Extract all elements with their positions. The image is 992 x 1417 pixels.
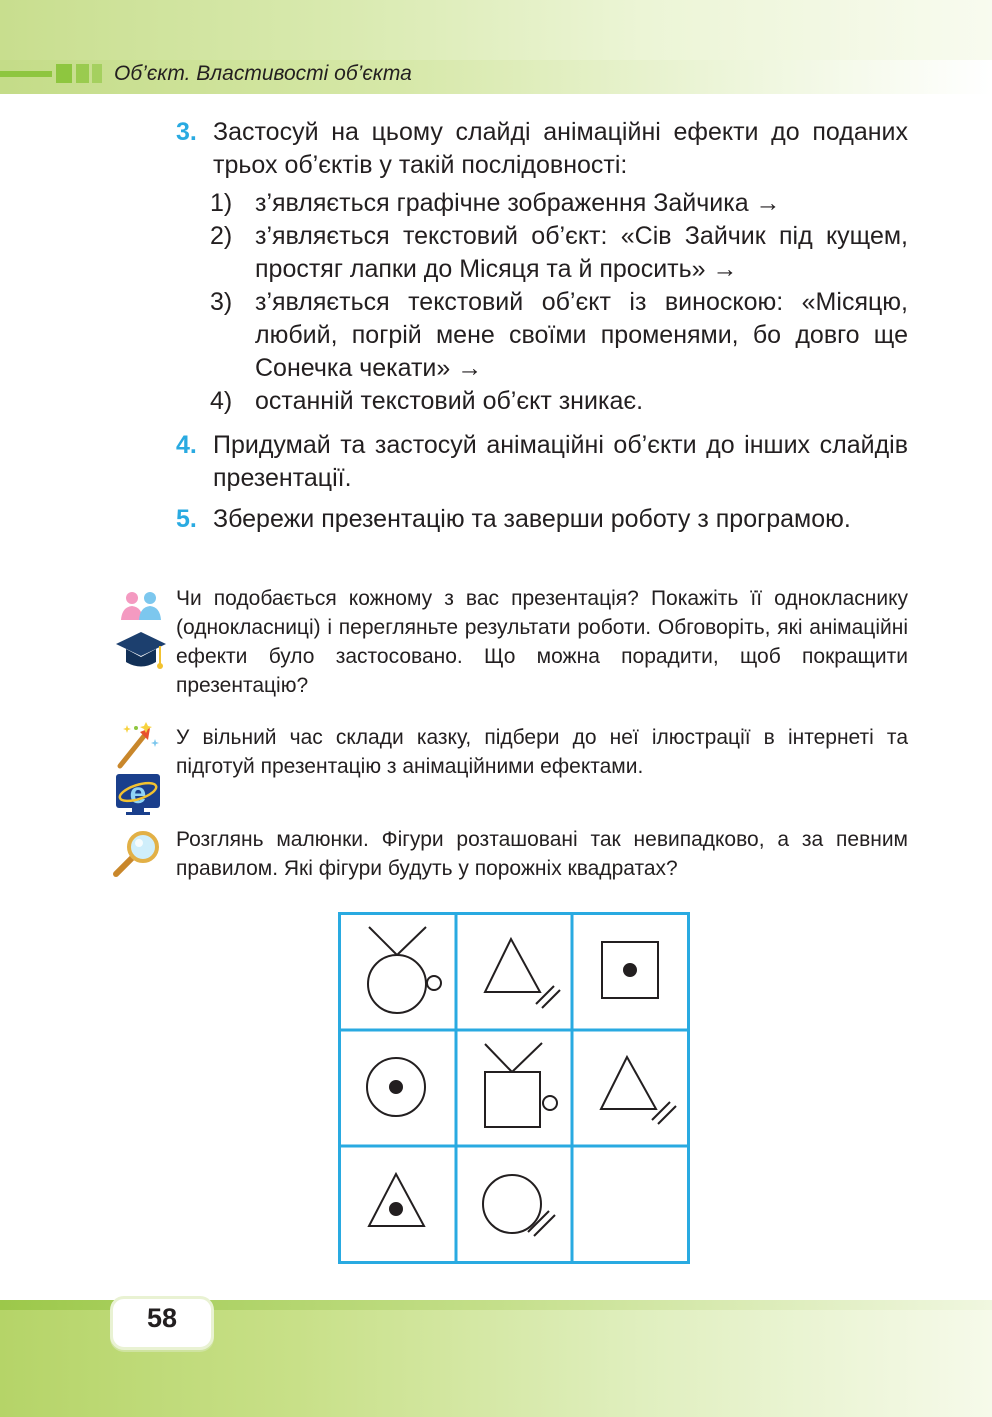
- top-decor-band: [0, 0, 992, 60]
- step-item: [210, 385, 908, 418]
- task-number: 4.: [176, 431, 197, 459]
- magnifier-icon: [110, 828, 162, 880]
- step-item: [210, 187, 908, 220]
- step-item: [210, 286, 908, 385]
- step-number: 3): [210, 288, 233, 316]
- figure-square-with-dot: [602, 942, 658, 998]
- task-number: 3.: [176, 118, 197, 146]
- figure-triangle-with-dot: [369, 1174, 424, 1226]
- step-number: 4): [210, 387, 233, 415]
- figure-puzzle-grid: [338, 912, 690, 1264]
- figure-circle-with-dot: [367, 1058, 425, 1116]
- task-4: [176, 429, 908, 495]
- figure-circle-with-double-stroke: [483, 1175, 555, 1236]
- internet-explorer-icon: [114, 772, 162, 816]
- step-text: останній текстовий об’єкт зникає.: [255, 387, 644, 415]
- step-number: 2): [210, 222, 233, 250]
- graduation-cap-icon: [114, 630, 168, 672]
- figure-square-with-hat-and-knob: [485, 1043, 557, 1127]
- figure-circle-with-hat-and-knob: [368, 927, 441, 1013]
- step-text: з’являється текстовий об’єкт із виноскою: «Місяцю, любий, погрій мене своїми променями, бо довго ще Сонечка чекати» →: [255, 288, 908, 382]
- svg-text:e: e: [129, 777, 147, 810]
- homework-note: У вільний час склади казку, підбери до неї ілюстрації в інтернеті та підготуй презентацію з анімаційними ефектами.: [176, 726, 908, 778]
- task-text: Збережи презентацію та заверши роботу з програмою.: [213, 505, 851, 533]
- step-item: [210, 220, 908, 286]
- task-5: [176, 503, 908, 536]
- figure-triangle-with-double-stroke: [485, 939, 560, 1008]
- figure-triangle-with-double-stroke: [601, 1057, 676, 1124]
- step-text: з’являється графічне зображення Зайчика →: [255, 189, 781, 217]
- task-number: 5.: [176, 505, 197, 533]
- task-3: [176, 116, 908, 182]
- header-decor-square: [92, 64, 102, 83]
- task-text: Застосуй на цьому слайді анімаційні ефекти до поданих трьох об’єктів у такій послідовності:: [213, 118, 908, 179]
- puzzle-note: Розглянь малюнки. Фігури розташовані так невипадково, а за певним правилом. Які фігури будуть у порожніх квадратах?: [176, 828, 908, 880]
- magic-brush-icon: [114, 722, 160, 770]
- discussion-note: Чи подобається кожному з вас презентація? Покажіть її однокласнику (однокласниці) і перегляньте результати роботи. Обговоріть, які анімаційні ефекти було застосовано. Що можна порадити, щоб покращити презентацію?: [176, 587, 908, 697]
- section-title: Об’єкт. Властивості об’єкта: [114, 62, 412, 85]
- group-work-icon: [118, 590, 164, 624]
- header-decor-square: [56, 64, 72, 83]
- header-decor-line: [0, 71, 52, 77]
- task-text: Придумай та застосуй анімаційні об’єкти до інших слайдів презентації.: [213, 431, 908, 492]
- step-text: з’являється текстовий об’єкт: «Сів Зайчик під кущем, простяг лапки до Місяця та й просить» →: [255, 222, 908, 283]
- step-number: 1): [210, 189, 233, 217]
- page-number: 58: [146, 1303, 178, 1333]
- header-decor-square: [76, 64, 89, 83]
